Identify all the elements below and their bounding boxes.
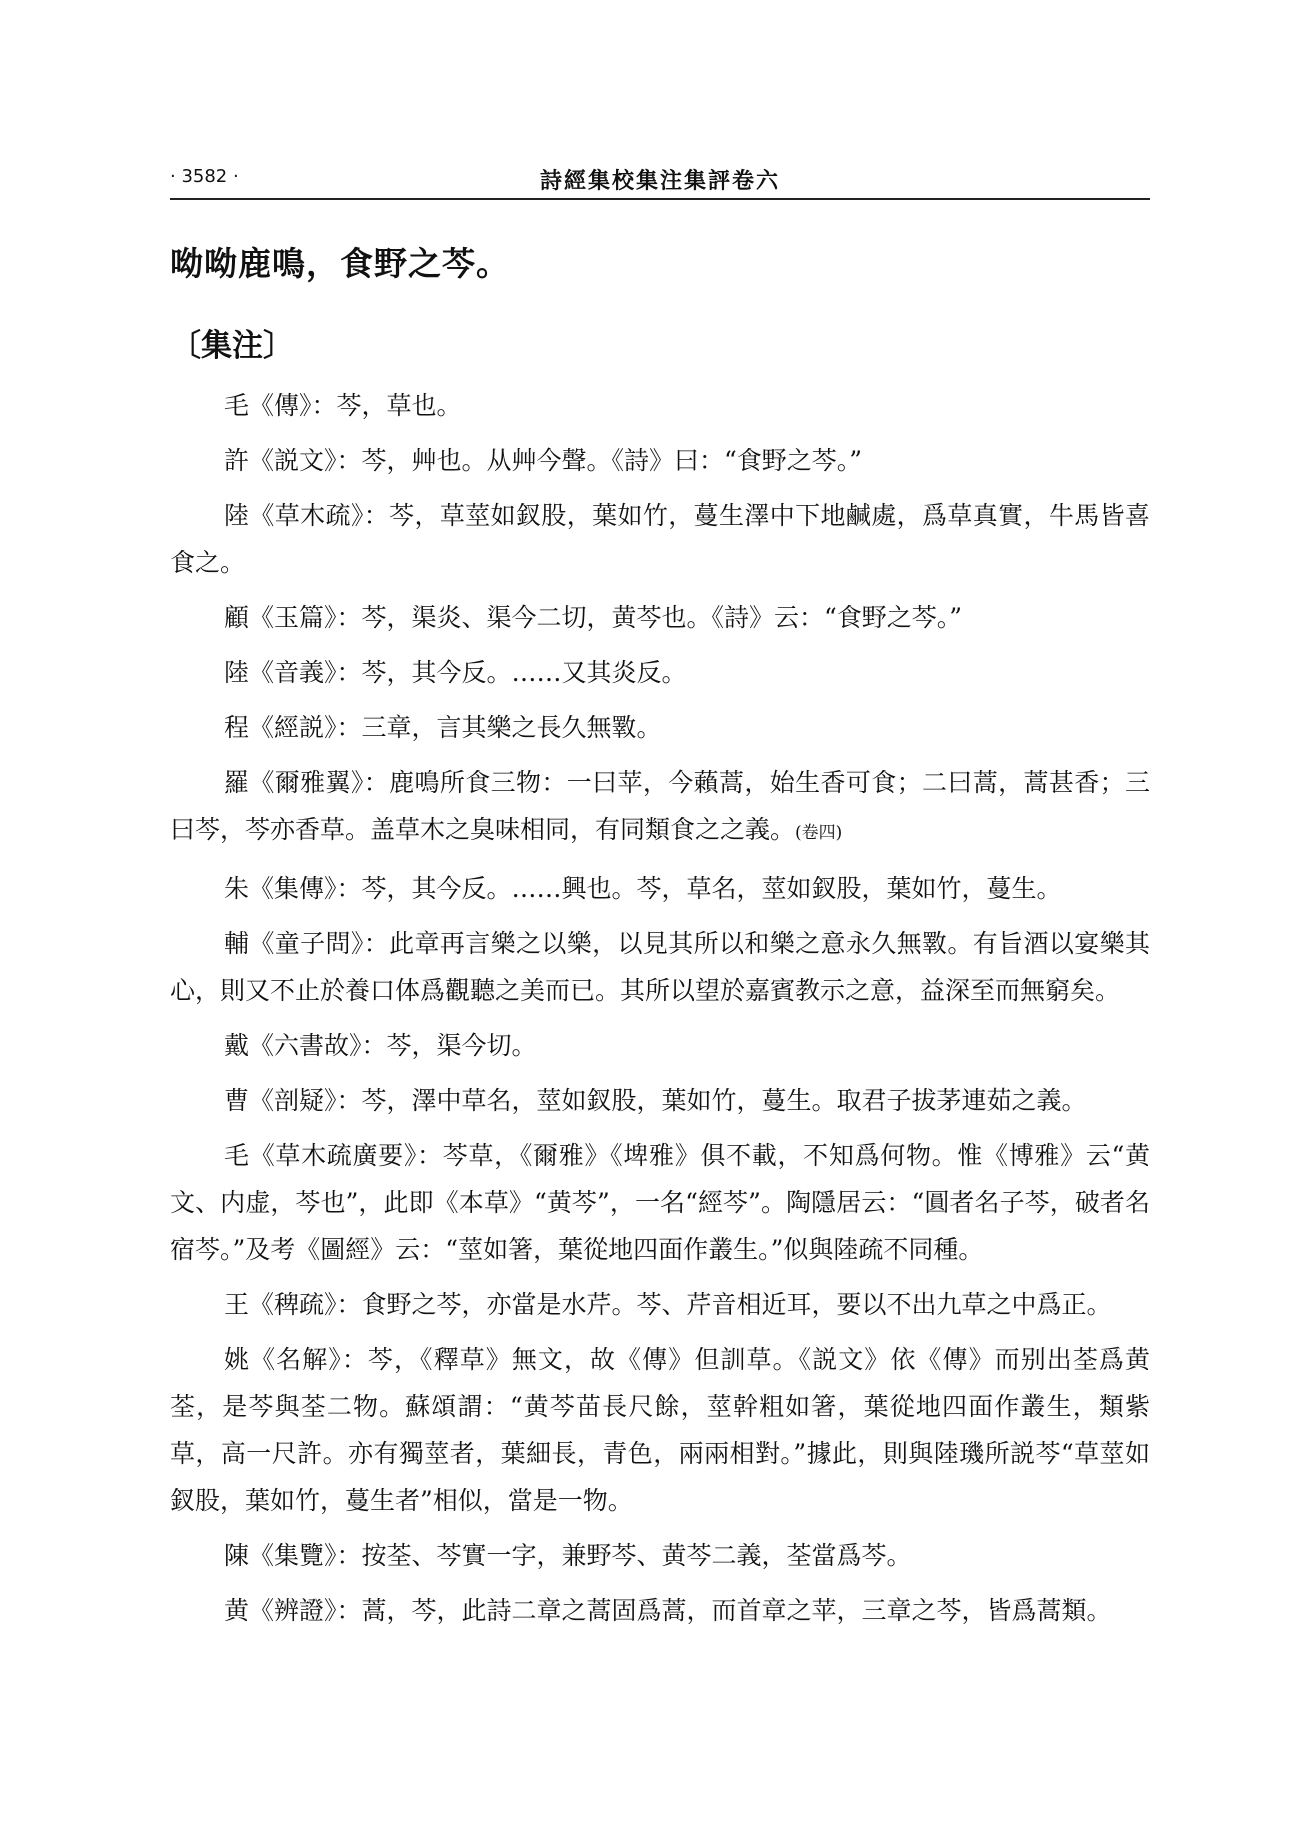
commentary-text: 顧《玉篇》：芩，渠炎、渠今二切，黄芩也。《詩》云：“食野之芩。” bbox=[224, 603, 963, 632]
commentary-paragraph bbox=[170, 1281, 1150, 1328]
commentary-text: 許《説文》：芩，艸也。从艸今聲。《詩》曰：“食野之芩。” bbox=[224, 446, 863, 475]
commentary-text: 程《經説》：三章，言其樂之長久無斁。 bbox=[224, 713, 662, 742]
commentary-text: 陸《草木疏》：芩，草莖如釵股，葉如竹，蔓生澤中下地鹹處，爲草真實，牛馬皆喜食之。 bbox=[170, 501, 1150, 577]
commentary-text: 陸《音義》：芩，其今反。……又其炎反。 bbox=[224, 658, 687, 687]
volume-note: (卷四) bbox=[795, 823, 843, 843]
commentary-text: 輔《童子問》：此章再言樂之以樂，以見其所以和樂之意永久無斁。有旨酒以宴樂其心，則又不止於養口体爲觀聽之美而已。其所以望於嘉賓教示之意，益深至而無窮矣。 bbox=[170, 929, 1150, 1005]
commentary-paragraph bbox=[170, 1077, 1150, 1124]
commentary-paragraph bbox=[170, 649, 1150, 696]
commentary-paragraph bbox=[170, 492, 1150, 586]
page-number: · 3582 · bbox=[170, 166, 239, 187]
commentary-paragraph bbox=[170, 1532, 1150, 1579]
commentary-paragraph bbox=[170, 1336, 1150, 1524]
commentary-paragraph bbox=[170, 594, 1150, 641]
commentary-text: 戴《六書故》：芩，渠今切。 bbox=[224, 1031, 537, 1060]
header-rule bbox=[170, 198, 1150, 200]
commentary-paragraph bbox=[170, 1022, 1150, 1069]
verse-line: 呦呦鹿鳴，食野之芩。 bbox=[170, 244, 510, 283]
commentary-paragraph bbox=[170, 704, 1150, 751]
commentary-text: 朱《集傳》：芩，其今反。……興也。芩，草名，莖如釵股，葉如竹，蔓生。 bbox=[224, 874, 1062, 903]
commentary-paragraph bbox=[170, 382, 1150, 429]
commentary-paragraph bbox=[170, 759, 1150, 857]
page-header bbox=[170, 160, 1150, 200]
commentary-text: 姚《名解》：芩，《釋草》無文，故《傳》但訓草。《説文》依《傳》而别出荃爲黄荃，是芩與荃二物。蘇頌謂：“黄芩苗長尺餘，莖幹粗如箸，葉從地四面作叢生，類紫草，高一尺許。亦有獨莖者，葉細長，青色，兩兩相對。”據此，則與陸璣所説芩“草莖如釵股，葉如竹，蔓生者”相似，當是一物。 bbox=[170, 1345, 1150, 1515]
commentary-text: 曹《剖疑》：芩，澤中草名，莖如釵股，葉如竹，蔓生。取君子拔茅連茹之義。 bbox=[224, 1086, 1087, 1115]
commentary-text: 王《稗疏》：食野之芩，亦當是水芹。芩、芹音相近耳，要以不出九草之中爲正。 bbox=[224, 1290, 1112, 1319]
commentary-paragraph bbox=[170, 1132, 1150, 1273]
commentary-text: 陳《集覽》：按荃、芩實一字，兼野芩、黄芩二義，荃當爲芩。 bbox=[224, 1541, 912, 1570]
section-title: 〔集注〕 bbox=[170, 328, 294, 364]
commentary-text: 黄《辨證》：蒿，芩，此詩二章之蒿固爲蒿，而首章之苹，三章之芩，皆爲蒿類。 bbox=[224, 1596, 1112, 1625]
commentary-paragraph bbox=[170, 865, 1150, 912]
running-title: 詩經集校集注集評卷六 bbox=[539, 168, 780, 194]
commentary-list bbox=[170, 382, 1150, 1642]
commentary-paragraph bbox=[170, 920, 1150, 1014]
commentary-paragraph bbox=[170, 437, 1150, 484]
commentary-text: 毛《傳》：芩，草也。 bbox=[224, 391, 462, 420]
commentary-text: 毛《草木疏廣要》：芩草，《爾雅》《埤雅》俱不載，不知爲何物。惟《博雅》云“黄文、内虚，芩也”，此即《本草》“黄芩”，一名“經芩”。陶隱居云：“圓者名子芩，破者名宿芩。”及考《圖經》云：“莖如箸，葉從地四面作叢生。”似與陸疏不同種。 bbox=[170, 1141, 1150, 1264]
commentary-paragraph bbox=[170, 1587, 1150, 1634]
commentary-text: 羅《爾雅翼》：鹿鳴所食三物：一曰苹，今藾蒿，始生香可食；二曰蒿，蒿甚香；三曰芩，芩亦香草。盖草木之臭味相同，有同類食之之義。 bbox=[170, 768, 1150, 844]
